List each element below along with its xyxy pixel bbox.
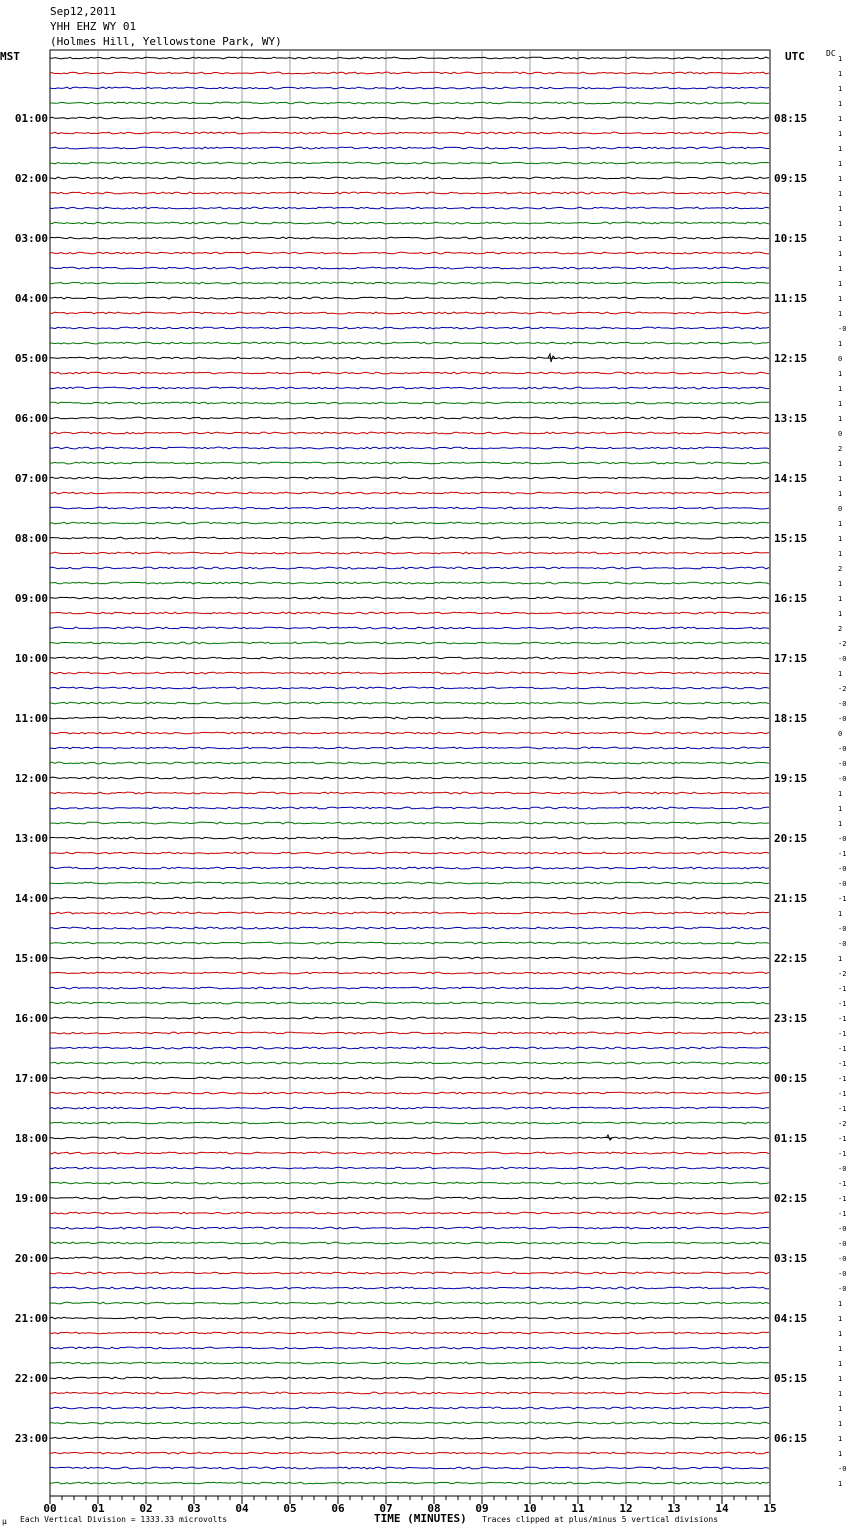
trace-line (50, 1482, 769, 1484)
hour-label-local: 10:00 (14, 652, 48, 665)
trace-line (50, 1152, 769, 1154)
dc-offset-label: 0 (838, 730, 843, 738)
hour-label-utc: 06:15 (774, 1432, 808, 1445)
hour-label-utc: 02:15 (774, 1192, 808, 1205)
hour-label-local: 23:00 (14, 1432, 48, 1445)
trace-line (50, 417, 769, 419)
dc-offset-label: -1 (838, 1090, 847, 1098)
plot-frame (50, 50, 770, 1496)
dc-offset-label: 1 (838, 385, 843, 393)
trace-line (50, 567, 769, 569)
left-timezone-label: MST (0, 50, 20, 63)
dc-offset-label: -0 (838, 1225, 847, 1233)
dc-offset-label: -0 (838, 760, 847, 768)
trace-line (50, 1212, 769, 1214)
dc-offset-label: 1 (838, 145, 843, 153)
dc-offset-label: -0 (838, 835, 847, 843)
x-tick-label: 09 (475, 1502, 489, 1515)
dc-offset-label: -0 (838, 655, 847, 663)
trace-line (50, 237, 769, 239)
trace-line (50, 792, 769, 794)
dc-offset-label: -1 (838, 1150, 847, 1158)
dc-offset-label: 1 (838, 400, 843, 408)
right-timezone-label: UTC (785, 50, 805, 63)
dc-offset-label: -0 (838, 880, 847, 888)
dc-offset-label: -1 (838, 1015, 847, 1023)
trace-line (50, 522, 769, 524)
dc-offset-label: 1 (838, 520, 843, 528)
dc-offset-label: 1 (838, 220, 843, 228)
dc-offset-label: -1 (838, 1105, 847, 1113)
dc-offset-label: 1 (838, 1330, 843, 1338)
trace-line (50, 627, 769, 629)
hour-label-utc: 04:15 (774, 1312, 808, 1325)
trace-line (50, 747, 769, 749)
dc-offset-label: 1 (838, 235, 843, 243)
hour-label-local: 08:00 (14, 532, 48, 545)
hour-label-local: 16:00 (14, 1012, 48, 1025)
trace-line (50, 252, 769, 254)
trace-line (50, 342, 769, 344)
dc-offset-label: 1 (838, 790, 843, 798)
hour-label-utc: 10:15 (774, 232, 808, 245)
dc-offset-label: 1 (838, 85, 843, 93)
hour-label-local: 12:00 (14, 772, 48, 785)
hour-label-local: 06:00 (14, 412, 48, 425)
dc-offset-label: -0 (838, 1285, 847, 1293)
trace-line (50, 597, 769, 599)
dc-offset-label: 1 (838, 490, 843, 498)
trace-line (50, 882, 769, 884)
dc-offset-label: 1 (838, 955, 843, 963)
dc-offset-label: -0 (838, 925, 847, 933)
hour-label-local: 20:00 (14, 1252, 48, 1265)
x-tick-label: 07 (379, 1502, 393, 1515)
trace-line (50, 1107, 769, 1109)
dc-offset-label: 1 (838, 460, 843, 468)
dc-offset-label: 1 (838, 100, 843, 108)
dc-offset-label: 1 (838, 160, 843, 168)
trace-line (50, 657, 769, 659)
header-date: Sep12,2011 (50, 5, 117, 18)
dc-offset-label: -0 (838, 715, 847, 723)
dc-offset-label: 1 (838, 1315, 843, 1323)
hour-label-utc: 23:15 (774, 1012, 808, 1025)
dc-offset-label: 1 (838, 205, 843, 213)
trace-line (50, 612, 769, 614)
trace-line (50, 447, 769, 449)
trace-line (50, 312, 769, 314)
dc-offset-label: 1 (838, 910, 843, 918)
hour-label-utc: 20:15 (774, 832, 808, 845)
dc-offset-label: 1 (838, 805, 843, 813)
dc-offset-label: 1 (838, 1435, 843, 1443)
trace-line (50, 927, 769, 929)
dc-offset-label: -0 (838, 1465, 847, 1473)
trace-line (50, 327, 769, 329)
trace-line (50, 777, 769, 779)
trace-line (50, 1077, 769, 1079)
trace-line (50, 717, 769, 719)
dc-offset-label: 1 (838, 415, 843, 423)
trace-line (50, 897, 769, 899)
dc-offset-label: 1 (838, 280, 843, 288)
hour-label-utc: 08:15 (774, 112, 808, 125)
dc-offset-label: 1 (838, 1360, 843, 1368)
dc-offset-label: 1 (838, 55, 843, 63)
hour-label-local: 02:00 (14, 172, 48, 185)
dc-offset-label: 1 (838, 1390, 843, 1398)
dc-offset-label: 0 (838, 355, 843, 363)
dc-offset-label: -1 (838, 1000, 847, 1008)
trace-line (50, 57, 769, 59)
trace-line (50, 492, 769, 494)
hour-label-local: 18:00 (14, 1132, 48, 1145)
x-tick-label: 04 (235, 1502, 249, 1515)
trace-line (50, 987, 769, 989)
trace-line (50, 477, 769, 479)
trace-line (50, 372, 769, 374)
trace-line (50, 1227, 769, 1229)
x-tick-label: 01 (91, 1502, 105, 1515)
hour-label-utc: 00:15 (774, 1072, 808, 1085)
dc-offset-label: -0 (838, 700, 847, 708)
dc-offset-label: 1 (838, 670, 843, 678)
hour-label-local: 09:00 (14, 592, 48, 605)
trace-line (50, 1032, 769, 1034)
trace-line (50, 297, 769, 299)
dc-offset-label: -1 (838, 1060, 847, 1068)
dc-offset-label: -1 (838, 985, 847, 993)
dc-offset-label: 1 (838, 1405, 843, 1413)
hour-label-utc: 05:15 (774, 1372, 808, 1385)
trace-line (50, 822, 769, 824)
trace-line (50, 1452, 769, 1454)
trace-line (50, 1287, 769, 1289)
dc-offset-label: 2 (838, 445, 843, 453)
trace-line (50, 1197, 769, 1199)
dc-offset-label: 2 (838, 565, 843, 573)
trace-line (50, 1272, 769, 1274)
trace-line (50, 1422, 769, 1424)
trace-line (50, 1302, 769, 1304)
hour-label-utc: 22:15 (774, 952, 808, 965)
dc-offset-label: -2 (838, 685, 847, 693)
hour-label-local: 21:00 (14, 1312, 48, 1325)
dc-offset-label: -0 (838, 745, 847, 753)
trace-line (50, 942, 769, 944)
dc-offset-label: 1 (838, 310, 843, 318)
trace-line (50, 177, 769, 179)
hour-label-utc: 03:15 (774, 1252, 808, 1265)
hour-label-utc: 14:15 (774, 472, 808, 485)
hour-label-local: 05:00 (14, 352, 48, 365)
dc-offset-label: 1 (838, 130, 843, 138)
hour-label-utc: 18:15 (774, 712, 808, 725)
trace-line (50, 1362, 769, 1364)
dc-offset-label: -1 (838, 1030, 847, 1038)
trace-line (50, 1242, 769, 1244)
hour-label-local: 15:00 (14, 952, 48, 965)
x-tick-label: 06 (331, 1502, 345, 1515)
trace-line (50, 267, 769, 269)
trace-line (50, 1122, 769, 1124)
trace-line (50, 432, 769, 434)
trace-line (50, 1377, 769, 1379)
trace-line (50, 852, 769, 854)
x-tick-label: 02 (139, 1502, 153, 1515)
trace-line (50, 1332, 769, 1334)
trace-line (50, 1437, 769, 1439)
dc-offset-label: 1 (838, 535, 843, 543)
dc-offset-label: 1 (838, 1300, 843, 1308)
trace-line (50, 1317, 769, 1319)
x-tick-label: 12 (619, 1502, 633, 1515)
hour-label-utc: 16:15 (774, 592, 808, 605)
dc-offset-label: -1 (838, 850, 847, 858)
dc-offset-label: 1 (838, 370, 843, 378)
trace-line (50, 702, 769, 704)
x-tick-label: 08 (427, 1502, 441, 1515)
dc-offset-label: -1 (838, 1195, 847, 1203)
trace-line (50, 147, 769, 149)
dc-offset-label: -1 (838, 1075, 847, 1083)
trace-line (50, 1017, 769, 1019)
clip-note: Traces clipped at plus/minus 5 vertical divisions (482, 1515, 719, 1524)
x-tick-label: 03 (187, 1502, 201, 1515)
dc-offset-label: -0 (838, 325, 847, 333)
hour-label-utc: 17:15 (774, 652, 808, 665)
dc-offset-label: 1 (838, 1480, 843, 1488)
hour-label-utc: 11:15 (774, 292, 808, 305)
hour-label-local: 19:00 (14, 1192, 48, 1205)
x-tick-label: 05 (283, 1502, 297, 1515)
dc-offset-label: 1 (838, 70, 843, 78)
header-station: YHH EHZ WY 01 (50, 20, 137, 33)
trace-line (50, 972, 769, 974)
dc-offset-label: 1 (838, 1345, 843, 1353)
trace-line (50, 117, 769, 119)
trace-line (50, 222, 769, 224)
trace-line (50, 1257, 769, 1259)
trace-line (50, 837, 769, 839)
trace-line (50, 732, 769, 734)
dc-offset-label: 2 (838, 625, 843, 633)
hour-label-local: 04:00 (14, 292, 48, 305)
trace-line (50, 957, 769, 959)
trace-line (50, 642, 769, 644)
hour-label-local: 11:00 (14, 712, 48, 725)
x-tick-label: 00 (43, 1502, 57, 1515)
trace-line (50, 807, 769, 809)
dc-offset-label: -0 (838, 1165, 847, 1173)
dc-offset-label: -0 (838, 940, 847, 948)
trace-line (50, 1407, 769, 1409)
dc-offset-label: -1 (838, 1135, 847, 1143)
dc-offset-label: 1 (838, 475, 843, 483)
trace-line (50, 507, 769, 509)
hour-label-utc: 01:15 (774, 1132, 808, 1145)
trace-line (50, 282, 769, 284)
trace-line (50, 72, 769, 74)
dc-offset-label: -2 (838, 640, 847, 648)
dc-offset-label: -0 (838, 1270, 847, 1278)
x-tick-label: 14 (715, 1502, 729, 1515)
trace-line (50, 1467, 769, 1469)
hour-label-local: 07:00 (14, 472, 48, 485)
hour-label-utc: 09:15 (774, 172, 808, 185)
dc-offset-label: -0 (838, 775, 847, 783)
trace-line (50, 102, 769, 104)
x-tick-label: 15 (763, 1502, 777, 1515)
trace-line (50, 462, 769, 464)
trace-line (50, 1392, 769, 1394)
trace-line (50, 1137, 769, 1139)
trace-line (50, 762, 769, 764)
trace-line (50, 192, 769, 194)
header-location: (Holmes Hill, Yellowstone Park, WY) (50, 35, 282, 48)
dc-offset-label: 1 (838, 265, 843, 273)
trace-line (50, 582, 769, 584)
dc-offset-label: 1 (838, 340, 843, 348)
dc-offset-label: 1 (838, 820, 843, 828)
trace-line (50, 402, 769, 404)
corner-mark: µ (2, 1517, 7, 1526)
dc-label: DC (826, 49, 836, 58)
scale-note: Each Vertical Division = 1333.33 microvolts (20, 1515, 228, 1524)
trace-line (50, 1167, 769, 1169)
dc-offset-label: -1 (838, 1180, 847, 1188)
trace-line (50, 132, 769, 134)
x-tick-label: 11 (571, 1502, 585, 1515)
trace-line (50, 912, 769, 914)
dc-offset-label: -2 (838, 970, 847, 978)
dc-offset-label: 1 (838, 190, 843, 198)
trace-line (50, 867, 769, 869)
hour-label-local: 13:00 (14, 832, 48, 845)
trace-line (50, 672, 769, 674)
dc-offset-label: 1 (838, 580, 843, 588)
trace-line (50, 87, 769, 89)
dc-offset-label: 1 (838, 115, 843, 123)
trace-line (50, 1062, 769, 1064)
hour-label-utc: 13:15 (774, 412, 808, 425)
dc-offset-label: 1 (838, 175, 843, 183)
trace-line (50, 1047, 769, 1049)
dc-offset-label: 0 (838, 505, 843, 513)
dc-offset-label: 1 (838, 250, 843, 258)
trace-line (50, 1347, 769, 1349)
trace-line (50, 207, 769, 209)
trace-line (50, 537, 769, 539)
hour-label-local: 03:00 (14, 232, 48, 245)
trace-line (50, 357, 769, 359)
dc-offset-label: 1 (838, 295, 843, 303)
dc-offset-label: -1 (838, 1210, 847, 1218)
trace-line (50, 687, 769, 689)
trace-line (50, 1182, 769, 1184)
dc-offset-label: 1 (838, 550, 843, 558)
trace-line (50, 1002, 769, 1004)
dc-offset-label: 1 (838, 1420, 843, 1428)
hour-label-local: 22:00 (14, 1372, 48, 1385)
hour-label-local: 17:00 (14, 1072, 48, 1085)
hour-label-local: 01:00 (14, 112, 48, 125)
dc-offset-label: 0 (838, 430, 843, 438)
dc-offset-label: -1 (838, 1045, 847, 1053)
dc-offset-label: -0 (838, 1240, 847, 1248)
hour-label-utc: 19:15 (774, 772, 808, 785)
x-tick-label: 13 (667, 1502, 681, 1515)
event-spike (606, 1135, 612, 1140)
dc-offset-label: 1 (838, 1375, 843, 1383)
dc-offset-label: 1 (838, 1450, 843, 1458)
hour-label-local: 14:00 (14, 892, 48, 905)
trace-line (50, 1092, 769, 1094)
x-axis-title: TIME (MINUTES) (374, 1512, 467, 1525)
trace-line (50, 162, 769, 164)
hour-label-utc: 15:15 (774, 532, 808, 545)
dc-offset-label: -0 (838, 1255, 847, 1263)
dc-offset-label: -0 (838, 865, 847, 873)
trace-line (50, 552, 769, 554)
dc-offset-label: -1 (838, 895, 847, 903)
hour-label-utc: 12:15 (774, 352, 808, 365)
dc-offset-label: -2 (838, 1120, 847, 1128)
dc-offset-label: 1 (838, 610, 843, 618)
trace-line (50, 387, 769, 389)
dc-offset-label: 1 (838, 595, 843, 603)
hour-label-utc: 21:15 (774, 892, 808, 905)
x-tick-label: 10 (523, 1502, 537, 1515)
